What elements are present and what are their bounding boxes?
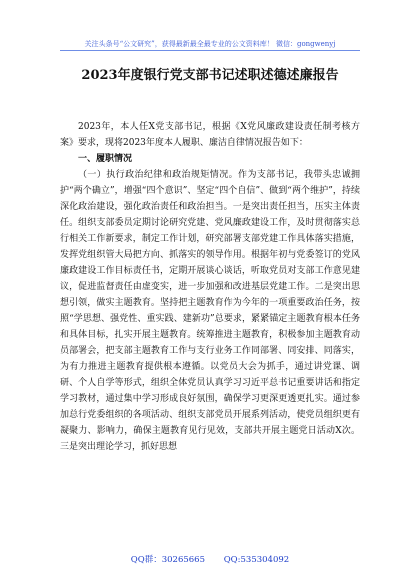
document-title: 2023年度银行党支部书记述职述德述廉报告 xyxy=(81,68,339,83)
intro-paragraph: 2023年，本人任X党支部书记，根据《X党风廉政建设责任制考核方案》要求，现将2023年度本人履职、廉洁自律情况报告如下： xyxy=(60,122,360,148)
section-heading: 一、履职情况 xyxy=(78,154,133,164)
header-note: 关注头条号“公文研究”，获得最新最全最专业的公文资料库！ 微信：gongwenyj xyxy=(84,40,336,48)
footer-contact xyxy=(60,553,360,565)
document-body xyxy=(60,119,360,455)
body-paragraph: （一）执行政治纪律和政治规矩情况。作为支部书记，我带头忠诚拥护“两个确立”，增强“四个意识”、坚定“四个自信”、做到“两个维护”，持续深化政治建设，强化政治责任和政治担当。一是突出责任担当，压实主体责任。组织支部委员定期讨论研究党建、党风廉政建设工作，及时贯彻落实总行相关工作新要求，制定工作计划，研究部署支部党建工作具体落实措施，发挥党组织管大局把方向、抓落实的领导作用。根据年初与党委签订的党风廉政建设工作目标责任书，定期开展谈心谈话，听取党员对支部工作意见建议，促进监督责任由虚变实，进一步加强和改进基层党建工作。二是突出思想引领，做实主题教育。坚持把主题教育作为今年的一项重要政治任务，按照“学思想、强党性、重实践、建新功”总要求，紧紧锚定主题教育根本任务和具体目标，扎实开展主题教育。统筹推进主题教育，积极参加主题教育动员部署会，把支部主题教育工作与支行业务工作同部署、同安排、同落实，为有力推进主题教育提供根本遵循。以党员大会为抓手，通过讲党课、调研、个人自学等形式，组织全体党员认真学习习近平总书记重要讲话和指定学习教材，通过集中学习形成良好氛围，确保学习更深更透更扎实。通过参加总行党委组织的各项活动、组织支部党员开展系列活动，使党员组织更有凝聚力、影响力，确保主题教育见行见效，支部共开展主题党日活动X次。三是突出理论学习，抓好思想 xyxy=(60,170,360,452)
footer-qq-group: QQ群：30265665 xyxy=(130,555,205,565)
footer-qq: QQ:535304092 xyxy=(223,555,290,565)
header-divider xyxy=(60,50,360,51)
